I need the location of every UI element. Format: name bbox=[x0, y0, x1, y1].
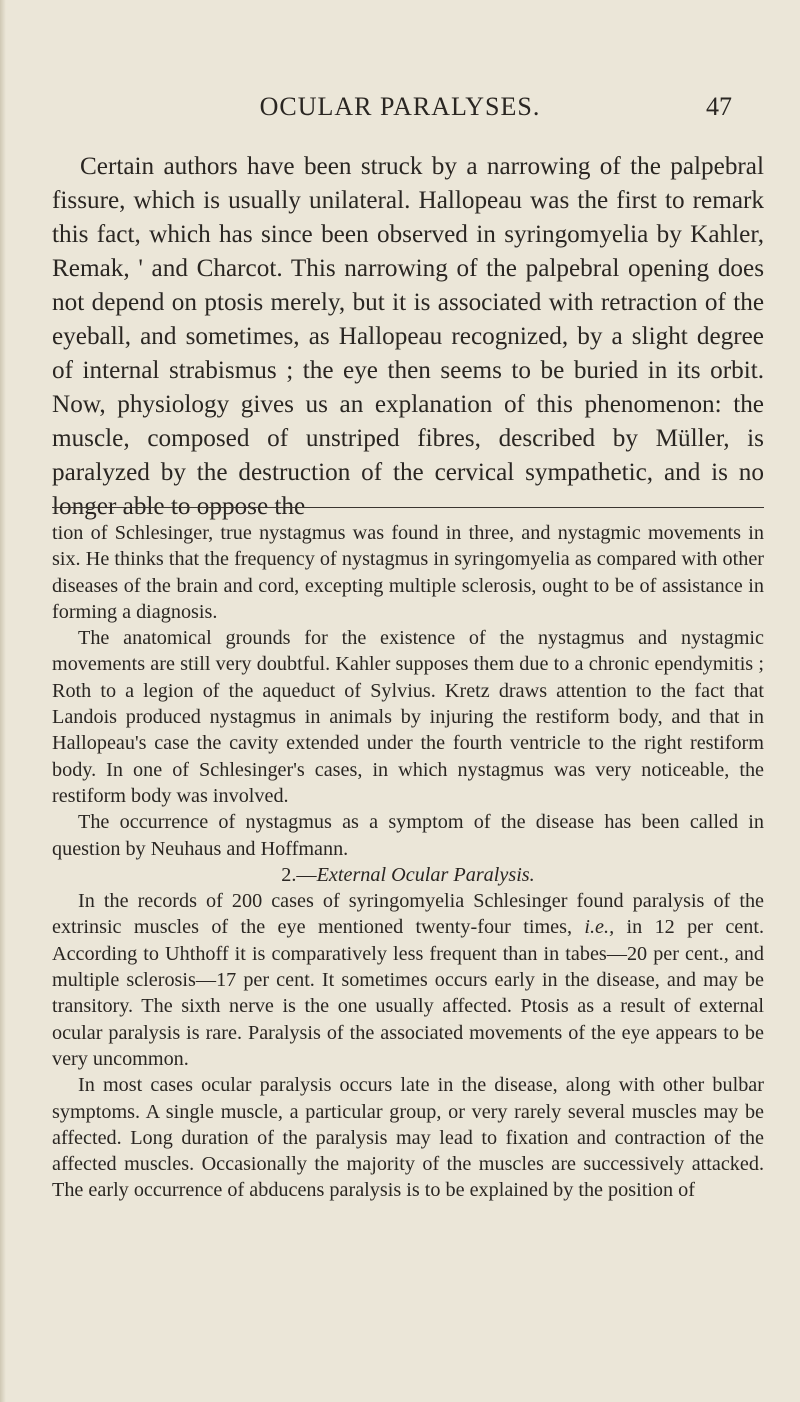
note-paragraph-3: The occurrence of nystagmus as a symptom of the disease has been called in question by Neuhaus and Hoffmann. bbox=[52, 811, 764, 860]
page-edge-shadow bbox=[0, 0, 6, 1402]
running-title: OCULAR PARALYSES. bbox=[259, 92, 541, 121]
body-paragraph: Certain authors have been struck by a narrowing of the palpebral fissure, which is usually unilateral. Hallopeau was the first to remark this fact, which has since been observed in syringomyelia by Kahler, Remak, ' and Charcot. This narrowing of the palpebral opening does not depend on ptosis merely, but it is associated with retraction of the eyeball, and sometimes, as Hallopeau recognized, by a slight degree of internal strabismus ; the eye then seems to be buried in its orbit. Now, physiology gives us an explanation of this phenomenon: the muscle, composed of unstriped fibres, described by Müller, is paralyzed by the destruction of the cervical sympathetic, and is no longer able to oppose the bbox=[52, 153, 764, 520]
footnotes bbox=[52, 520, 764, 1204]
note-paragraph-5: In most cases ocular paralysis occurs late in the disease, along with other bulbar symptoms. A single muscle, a particular group, or very rarely several muscles may be affected. Long duration of the paralysis may lead to fixation and contraction of the affected muscles. Occasionally the majority of the muscles are successively attacked. The early occurrence of abducens paralysis is to be explained by the position of bbox=[52, 1074, 764, 1202]
subheading-number: 2.— bbox=[281, 863, 317, 886]
section-subheading: 2.—External Ocular Paralysis. bbox=[281, 863, 535, 886]
note-paragraph-1: tion of Schlesinger, true nystagmus was found in three, and nystagmic movements in six. He thinks that the frequency of nystagmus in syringomyelia as compared with other diseases of the brain and cord, excepting multiple sclerosis, ought to be of assistance in forming a diagnosis. bbox=[52, 522, 764, 623]
note-paragraph-4: In the records of 200 cases of syringomyelia Schlesinger found paralysis of the extrinsic muscles of the eye mentioned twenty-four times, i.e., in 12 per cent. According to Uhthoff it is comparatively less frequent than in tabes—20 per cent., and multiple sclerosis—17 per cent. It sometimes occurs early in the disease, and may be transitory. The sixth nerve is the one usually affected. Ptosis as a result of external ocular paralysis is rare. Paralysis of the associated movements of the eye appears to be very uncommon. bbox=[52, 890, 764, 1070]
abbreviation-ie: i.e., bbox=[584, 916, 615, 939]
note-paragraph-2: The anatomical grounds for the existence of the nystagmus and nystagmic movements are still very doubtful. Kahler supposes them due to a chronic ependymitis ; Roth to a legion of the aqueduct of Sylvius. Kretz draws attention to the fact that Landois produced nystagmus in animals by injuring the restiform body, and that in Hallopeau's case the cavity extended under the fourth ventricle to the right restiform body. In one of Schlesinger's cases, in which nystagmus was very noticeable, the restiform body was involved. bbox=[52, 627, 764, 807]
page-header bbox=[0, 92, 800, 132]
page-number: 47 bbox=[706, 92, 732, 121]
footnote-rule bbox=[52, 507, 764, 508]
